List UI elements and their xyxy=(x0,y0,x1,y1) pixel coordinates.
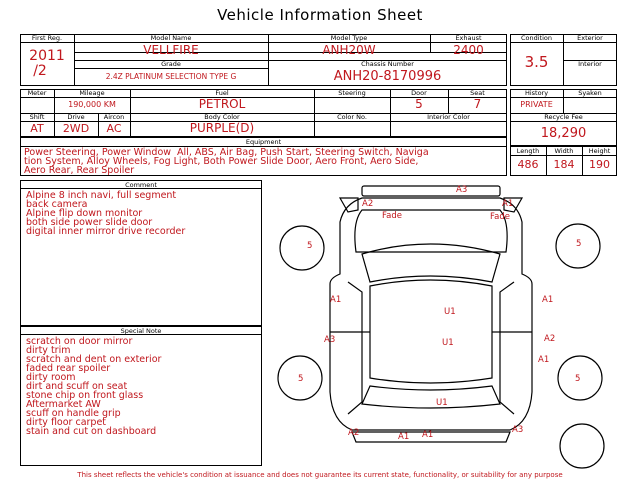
comment-line: both side power slide door xyxy=(26,217,153,228)
model-name-value: VELLFIRE xyxy=(143,43,199,57)
windshield-shape xyxy=(362,244,500,282)
syaken-header: Syaken xyxy=(578,89,602,97)
color-no-header: Color No. xyxy=(337,113,367,121)
body-color-value: PURPLE(D) xyxy=(189,121,255,135)
meter-header: Meter xyxy=(27,89,47,97)
exhaust-header: Exhaust xyxy=(455,34,482,42)
mileage-value: 190,000 KM xyxy=(68,100,116,109)
grade-value: 2.4Z PLATINUM SELECTION TYPE G xyxy=(105,72,237,81)
condition-header: Condition xyxy=(520,34,553,42)
first-reg-year: 2011 xyxy=(29,48,65,64)
roof-shape xyxy=(370,280,492,383)
damage-label-a2-rear-left: A2 xyxy=(348,428,360,438)
disclaimer-footer: This sheet reflects the vehicle's condition at issuance and does not guarantee its current state, functionality, or suitability for any purpose xyxy=(77,471,563,479)
fuel-header: Fuel xyxy=(215,89,229,97)
comment-header: Comment xyxy=(125,181,157,189)
fuel-value: PETROL xyxy=(198,97,246,111)
height-value: 190 xyxy=(589,158,610,171)
chassis-header: Chassis Number xyxy=(361,60,414,68)
damage-label-fade-left: Fade xyxy=(382,211,402,221)
special-note-line: dirty trim xyxy=(26,345,71,356)
damage-label-a2-right: A2 xyxy=(544,334,556,344)
aircon-header: Aircon xyxy=(103,113,125,121)
damage-label-a1-front-right: A1 xyxy=(502,199,514,209)
equipment-line: Aero Rear, Rear Spoiler xyxy=(24,165,135,176)
model-name-header: Model Name xyxy=(150,34,192,42)
model-type-value: ANH20W xyxy=(322,43,376,57)
special-note-line: faded rear spoiler xyxy=(26,363,111,374)
right-side-line xyxy=(500,282,514,414)
length-value: 486 xyxy=(517,158,539,171)
special-note-line: dirty floor carpet xyxy=(26,417,107,428)
door-value: 5 xyxy=(415,97,423,111)
drive-header: Drive xyxy=(67,113,85,121)
mileage-header: Mileage xyxy=(79,89,105,97)
comment-line: Alpine 8 inch navi, full segment xyxy=(26,190,177,201)
special-note-line: scratch and dent on exterior xyxy=(26,354,162,365)
exterior-header: Exterior xyxy=(577,34,603,42)
damage-label-tire-fl: 5 xyxy=(307,241,313,251)
steering-header: Steering xyxy=(338,89,366,97)
damage-label-tire-rl: 5 xyxy=(298,374,304,384)
damage-label-tire-fr: 5 xyxy=(576,239,582,249)
damage-label-a1-left: A1 xyxy=(330,295,342,305)
special-note-header: Special Note xyxy=(120,327,162,335)
special-note-line: stone chip on front glass xyxy=(26,390,144,401)
seat-value: 7 xyxy=(473,97,482,111)
comment-line: digital inner mirror drive recorder xyxy=(26,226,186,237)
comment-line: Alpine flip down monitor xyxy=(26,208,143,219)
chassis-value: ANH20-8170996 xyxy=(333,69,442,84)
special-note-line: Aftermarket AW xyxy=(26,399,101,410)
condition-grade: 3.5 xyxy=(524,53,549,71)
damage-label-u1-rear: U1 xyxy=(436,398,448,408)
first-reg-header: First Reg. xyxy=(31,34,63,42)
interior-color-header: Interior Color xyxy=(427,113,470,121)
left-side-line xyxy=(348,282,362,414)
damage-label-a3-top: A3 xyxy=(456,185,468,195)
damage-label-u1-hood: U1 xyxy=(444,307,456,317)
special-note-line: scratch on door mirror xyxy=(26,336,133,347)
body-outline-shape xyxy=(330,198,532,430)
body-color-header: Body Color xyxy=(204,113,240,121)
damage-label-u1-roof: U1 xyxy=(442,338,454,348)
equipment-header: Equipment xyxy=(245,138,282,146)
damage-label-tire-rr: 5 xyxy=(575,374,581,384)
history-header: History xyxy=(524,89,549,97)
vehicle-damage-diagram xyxy=(270,182,630,470)
damage-label-a3-left: A3 xyxy=(324,335,336,345)
equipment-line: tion System, Alloy Wheels, Fog Light, Both Power Slide Door, Aero Front, Aero Side, xyxy=(24,156,419,167)
recycle-fee-value: 18,290 xyxy=(540,126,587,141)
recycle-fee-header: Recycle Fee xyxy=(544,113,583,121)
hood-shape xyxy=(355,210,507,252)
door-header: Door xyxy=(411,89,427,97)
drive-value: 2WD xyxy=(62,122,90,135)
shift-header: Shift xyxy=(29,113,45,121)
special-note-line: stain and cut on dashboard xyxy=(26,426,157,437)
shift-value: AT xyxy=(30,122,44,135)
equipment-line: Power Steering, Power Window All, ABS, Air Bag, Push Start, Steering Switch, Naviga xyxy=(24,147,429,158)
model-type-header: Model Type xyxy=(330,34,368,42)
damage-label-a1-rear-1: A1 xyxy=(398,432,410,442)
rear-glass-shape xyxy=(362,386,500,408)
seat-header: Seat xyxy=(470,89,485,97)
special-note-line: dirt and scuff on seat xyxy=(26,381,128,392)
damage-label-a2-front-left: A2 xyxy=(362,199,374,209)
special-note-line: scuff on handle grip xyxy=(26,408,121,419)
front-bumper-shape xyxy=(362,186,500,196)
special-note-line: dirty room xyxy=(26,372,76,383)
page-title: Vehicle Information Sheet xyxy=(217,6,423,24)
spare-tire-shape xyxy=(560,424,604,468)
history-value: PRIVATE xyxy=(520,100,553,109)
comment-line: back camera xyxy=(26,199,88,210)
damage-label-a1-right-lower: A1 xyxy=(538,355,550,365)
width-value: 184 xyxy=(553,158,575,171)
damage-label-a1-right: A1 xyxy=(542,295,554,305)
damage-label-a1-rear-2: A1 xyxy=(422,430,434,440)
first-reg-month: /2 xyxy=(33,63,47,79)
tire-front-left-shape xyxy=(280,226,324,270)
length-header: Length xyxy=(516,147,540,155)
damage-label-fade-right: Fade xyxy=(490,212,510,222)
aircon-value: AC xyxy=(106,122,122,135)
damage-label-a3-rear: A3 xyxy=(512,425,524,435)
width-header: Width xyxy=(554,147,574,155)
exhaust-value: 2400 xyxy=(453,43,484,57)
interior-header: Interior xyxy=(578,60,602,68)
height-header: Height xyxy=(588,147,611,155)
grade-header: Grade xyxy=(161,60,181,68)
